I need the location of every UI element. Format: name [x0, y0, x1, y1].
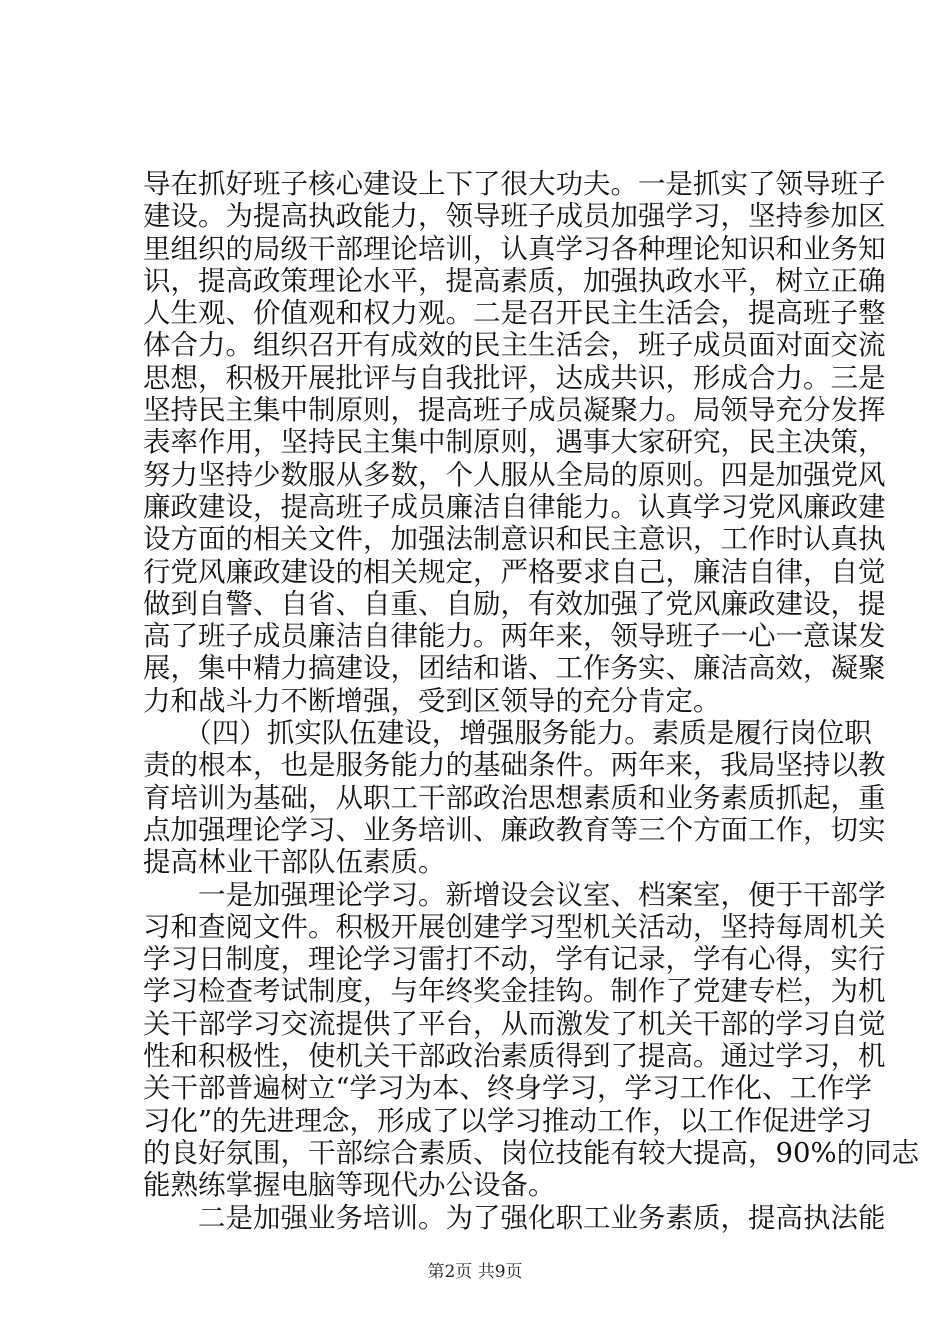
text-line: 展，集中精力搞建设，团结和谐、工作务实、廉洁高效，凝聚 — [143, 652, 886, 685]
text-line: 能熟练掌握电脑等现代办公设备。 — [143, 1169, 556, 1202]
text-line: 体合力。组织召开有成效的民主生活会，班子成员面对面交流 — [143, 329, 886, 362]
text-line: 一是加强理论学习。新增设会议室、档案室，便于干部学 — [143, 878, 886, 911]
text-line: 关干部学习交流提供了平台，从而激发了机关干部的学习自觉 — [143, 1007, 886, 1040]
text-line: 习化”的先进理念，形成了以学习推动工作，以工作促进学习 — [143, 1104, 873, 1137]
text-line: 坚持民主集中制原则，提高班子成员凝聚力。局领导充分发挥 — [143, 394, 886, 427]
text-line: 识，提高政策理论水平，提高素质，加强执政水平，树立正确 — [143, 264, 886, 297]
text-line: 关干部普遍树立“学习为本、终身学习，学习工作化、工作学 — [143, 1072, 873, 1105]
text-line: 行党风廉政建设的相关规定，严格要求自己，廉洁自律，自觉 — [143, 555, 886, 588]
text-line: （四）抓实队伍建设，增强服务能力。素质是履行岗位职 — [143, 717, 872, 750]
text-line: 做到自警、自省、自重、自励，有效加强了党风廉政建设，提 — [143, 587, 886, 620]
text-line: 学习检查考试制度，与年终奖金挂钩。制作了党建专栏，为机 — [143, 975, 886, 1008]
text-line: 里组织的局级干部理论培训，认真学习各种理论知识和业务知 — [143, 232, 886, 265]
text-line: 设方面的相关文件，加强法制意识和民主意识，工作时认真执 — [143, 523, 886, 556]
text-line: 习和查阅文件。积极开展创建学习型机关活动，坚持每周机关 — [143, 910, 886, 943]
text-line: 廉政建设，提高班子成员廉洁自律能力。认真学习党风廉政建 — [143, 490, 886, 523]
text-line: 导在抓好班子核心建设上下了很大功夫。一是抓实了领导班子 — [143, 168, 886, 200]
text-line: 建设。为提高执政能力，领导班子成员加强学习，坚持参加区 — [143, 200, 886, 233]
text-line: 表率作用，坚持民主集中制原则，遇事大家研究，民主决策， — [143, 426, 886, 459]
text-line: 思想，积极开展批评与自我批评，达成共识，形成合力。三是 — [143, 361, 886, 394]
text-line: 育培训为基础，从职工干部政治思想素质和业务素质抓起，重 — [143, 781, 886, 814]
body-text — [143, 168, 920, 1234]
text-line: 二是加强业务培训。为了强化职工业务素质，提高执法能 — [143, 1201, 886, 1234]
text-line: 人生观、价值观和权力观。二是召开民主生活会，提高班子整 — [143, 297, 886, 330]
text-line: 力和战斗力不断增强，受到区领导的充分肯定。 — [143, 684, 721, 717]
text-line: 责的根本，也是服务能力的基础条件。两年来，我局坚持以教 — [143, 749, 886, 782]
text-line: 学习日制度，理论学习雷打不动，学有记录，学有心得，实行 — [143, 943, 886, 976]
text-line: 性和积极性，使机关干部政治素质得到了提高。通过学习，机 — [143, 1040, 886, 1073]
page-footer: 第2页 共9页 — [427, 1262, 523, 1282]
text-line: 提高林业干部队伍素质。 — [143, 846, 446, 879]
text-line: 努力坚持少数服从多数，个人服从全局的原则。四是加强党风 — [143, 458, 886, 491]
text-line: 的良好氛围，干部综合素质、岗位技能有较大提高，90%的同志 — [143, 1136, 920, 1169]
text-line: 高了班子成员廉洁自律能力。两年来，领导班子一心一意谋发 — [143, 620, 886, 653]
text-line: 点加强理论学习、业务培训、廉政教育等三个方面工作，切实 — [143, 813, 886, 846]
